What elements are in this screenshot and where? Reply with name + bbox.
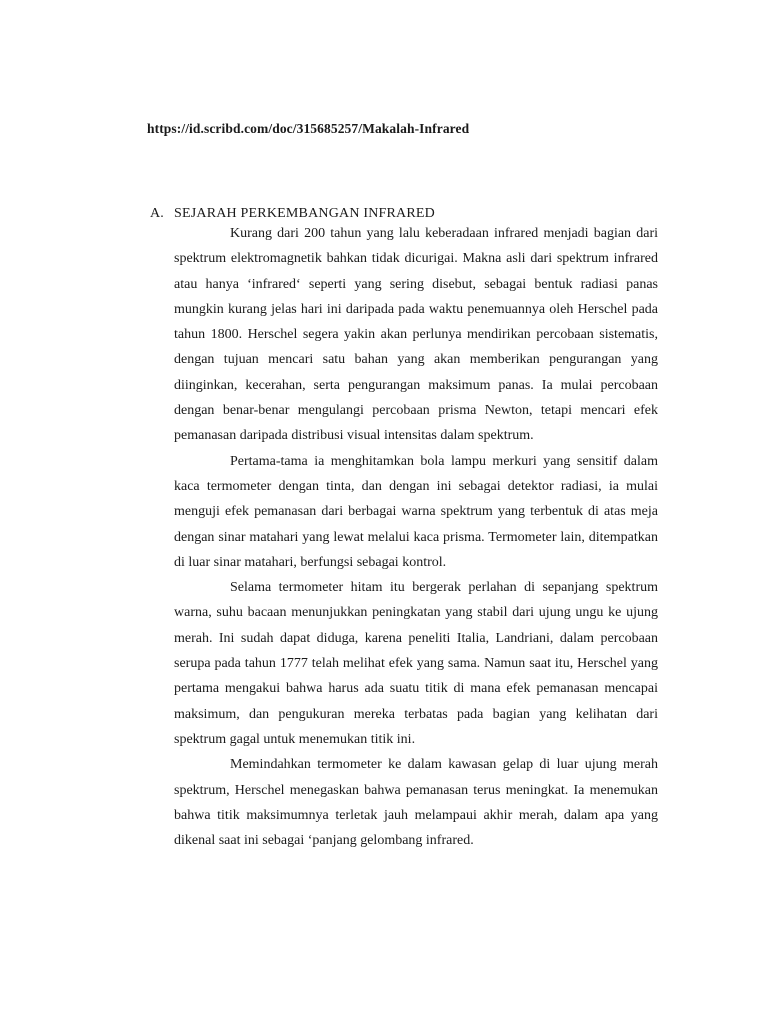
paragraph-2: Pertama-tama ia menghitamkan bola lampu merkuri yang sensitif dalam kaca termometer dengan tinta, dan dengan ini sebagai detektor radiasi, ia mulai menguji efek pemanasan dari berbagai warna spektrum yang terbentuk di atas meja dengan sinar matahari yang lewat melalui kaca prisma. Termometer lain, ditempatkan di luar sinar matahari, berfungsi sebagai kontrol. [174,453,658,570]
paragraph-3: Selama termometer hitam itu bergerak perlahan di sepanjang spektrum warna, suhu bacaan menunjukkan peningkatan yang stabil dari ujung ungu ke ujung merah. Ini sudah dapat diduga, karena peneliti Italia, Landriani, dalam percobaan serupa pada tahun 1777 telah melihat efek yang sama. Namun saat itu, Herschel yang pertama mengakui bahwa harus ada suatu titik di mana efek pemanasan mencapai maksimum, dan pengukuran mereka terbatas pada bagian yang kelihatan dari spektrum gagal untuk menemukan titik ini. [174,580,658,747]
section-a [150,205,660,853]
section-heading [150,205,660,222]
paragraph-4: Memindahkan termometer ke dalam kawasan gelap di luar ujung merah spektrum, Herschel menegaskan bahwa pemanasan terus meningkat. Ia menemukan bahwa titik maksimumnya terletak jauh melampaui akhir merah, dalam apa yang dikenal saat ini sebagai ‘panjang gelombang infrared. [174,757,658,849]
section-title: SEJARAH PERKEMBANGAN INFRARED [174,206,435,221]
paragraph-1: Kurang dari 200 tahun yang lalu keberadaan infrared menjadi bagian dari spektrum elektromagnetik bahkan tidak dicurigai. Makna asli dari spektrum infrared atau hanya ‘infrared‘ seperti yang sering disebut, sebagai bentuk radiasi panas mungkin kurang jelas hari ini daripada pada waktu penemuannya oleh Herschel pada tahun 1800. Herschel segera yakin akan perlunya mendirikan percobaan sistematis, dengan tujuan mencari satu bahan yang akan memberikan pengurangan yang diinginkan, kecerahan, serta pengurangan maksimum panas. Ia mulai percobaan dengan benar-benar mengulangi percobaan prisma Newton, tetapi mencari efek pemanasan daripada distribusi visual intensitas dalam spektrum. [174,226,658,444]
section-marker: A. [150,206,165,221]
source-url: https://id.scribd.com/doc/315685257/Makalah-Infrared [147,121,470,136]
section-body [174,221,658,853]
